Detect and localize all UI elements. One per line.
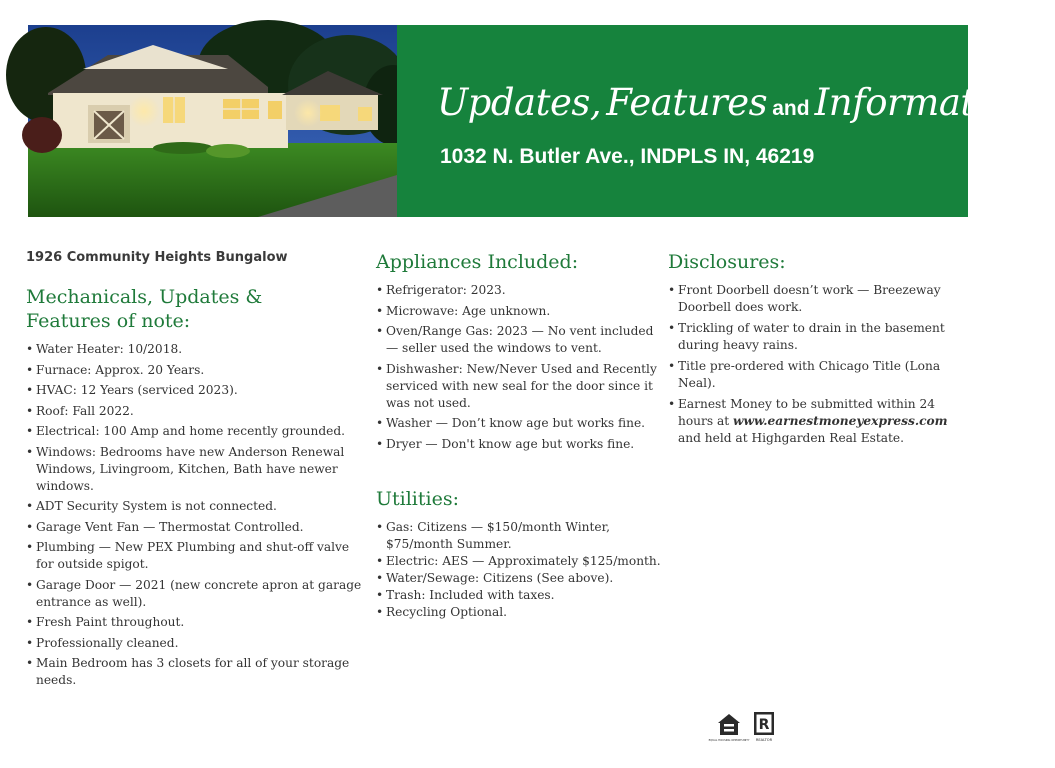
property-subtitle: 1926 Community Heights Bungalow [26,250,288,265]
list-item: • Main Bedroom has 3 closets for all of your storage needs. [26,655,366,689]
mechanicals-heading-line2: Features of note: [26,310,191,332]
disclosures-heading: Disclosures: [668,251,786,273]
appliances-column [376,250,666,621]
list-item: • Water/Sewage: Citizens (See above). [376,570,666,587]
list-item: • Dishwasher: New/Never Used and Recently serviced with new seal for the door since it was not used. [376,361,666,412]
earnest-money-link[interactable]: www.earnestmoneyexpress.com [733,414,948,428]
svg-text:R: R [758,717,770,733]
list-item: • Electrical: 100 Amp and home recently grounded. [26,423,366,440]
list-item: • Refrigerator: 2023. [376,282,666,299]
title-word-features: Features [606,81,768,124]
list-item: • Electric: AES — Approximately $125/month. [376,553,666,570]
title-word-updates: Updates, [437,81,602,124]
earnest-money-item [668,396,968,447]
appliances-list [376,282,666,453]
list-item: • Title pre-ordered with Chicago Title (Lona Neal). [668,358,968,392]
list-item: • Dryer — Don't know age but works fine. [376,436,666,453]
house-photo [28,25,397,217]
list-item: • Recycling Optional. [376,604,666,621]
mechanicals-heading [26,285,366,333]
title-word-at: at [1036,97,1055,120]
list-item: • Gas: Citizens — $150/month Winter, $75/month Summer. [376,519,666,553]
title-word-and: and [772,97,810,120]
list-item: • Windows: Bedrooms have new Anderson Renewal Windows, Livingroom, Kitchen, Bath have newer windows. [26,444,366,495]
title-word-information: Information [814,81,1032,124]
equal-housing-opportunity-icon [709,714,750,742]
list-item: • Professionally cleaned. [26,635,366,652]
realtor-icon [754,712,774,742]
footer-logos-graphic [708,711,780,743]
list-item: • Washer — Don’t know age but works fine. [376,415,666,432]
list-item: • Fresh Paint throughout. [26,614,366,631]
list-item: • Front Doorbell doesn’t work — Breezeway Doorbell does work. [668,282,968,316]
header-banner [397,25,1055,217]
appliances-heading: Appliances Included: [376,251,579,273]
earnest-money-text-end: and held at Highgarden Real Estate. [678,431,904,445]
list-item: • Furnace: Approx. 20 Years. [26,362,366,379]
realtor-caption: REALTOR [755,738,773,742]
page-title [437,81,1055,124]
property-address: 1032 N. Butler Ave., INDPLS IN, 46219 [440,145,815,168]
footer-logos [708,711,780,743]
list-item: • HVAC: 12 Years (serviced 2023). [26,382,366,399]
eho-caption: EQUAL HOUSING OPPORTUNITY [708,739,750,742]
list-item: • Roof: Fall 2022. [26,403,366,420]
list-item: • Garage Door — 2021 (new concrete apron at garage entrance as well). [26,577,366,611]
list-item: • Plumbing — New PEX Plumbing and shut-off valve for outside spigot. [26,539,366,573]
list-item: • Water Heater: 10/2018. [26,341,366,358]
list-item: • Trash: Included with taxes. [376,587,666,604]
disclosures-list [668,282,968,447]
list-item: • Garage Vent Fan — Thermostat Controlled. [26,519,366,536]
list-item: • ADT Security System is not connected. [26,498,366,515]
house-photo-illustration [28,25,397,217]
mechanicals-heading-line1: Mechanicals, Updates & [26,286,263,308]
earnest-money-text: Earnest Money to be submitted within 24 hours at [678,397,935,428]
list-item: • Microwave: Age unknown. [376,303,666,320]
mechanicals-list [26,341,366,689]
utilities-heading: Utilities: [376,487,459,510]
list-item: • Oven/Range Gas: 2023 — No vent included — seller used the windows to vent. [376,323,666,357]
utilities-list [376,519,666,621]
list-item: • Trickling of water to drain in the basement during heavy rains. [668,320,968,354]
mechanicals-column [26,250,366,693]
disclosures-column [668,250,968,451]
